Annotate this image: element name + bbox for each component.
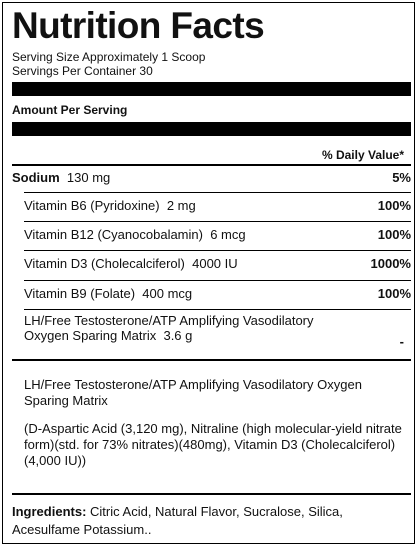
divider (24, 280, 411, 281)
nutrient-row-vitamin-b9 (24, 283, 411, 305)
nutrient-daily-value: 100% (377, 286, 411, 301)
divider (24, 221, 411, 222)
nutrient-name: Vitamin B6 (Pyridoxine) 2 mg (24, 198, 196, 213)
divider (12, 359, 411, 361)
nutrient-name: Vitamin B9 (Folate) 400 mcg (24, 286, 193, 301)
matrix-detail-title: LH/Free Testosterone/ATP Amplifying Vasodilatory Oxygen Sparing Matrix (24, 377, 362, 408)
divider (12, 164, 411, 166)
matrix-detail-components: (D-Aspartic Acid (3,120 mg), Nitraline (high molecular-yield nitrate form)(std. for 73% nitrates)(480mg), Vitamin D3 (Cholecalciferol) (4,000 IU)) (24, 421, 402, 468)
ingredients-text: Citric Acid, Natural Flavor, Sucralose, Silica, Acesulfame Potassium.. (12, 504, 343, 537)
nutrient-row-sodium (12, 167, 411, 189)
matrix-row (24, 313, 314, 343)
divider (12, 493, 411, 495)
nutrient-daily-value: 1000% (370, 256, 411, 271)
matrix-daily-value: - (399, 334, 404, 349)
nutrient-name: Sodium 130 mg (12, 170, 111, 185)
thick-divider (12, 122, 411, 136)
nutrient-daily-value: 5% (392, 170, 411, 185)
divider (24, 250, 411, 251)
nutrient-name: Vitamin D3 (Cholecalciferol) 4000 IU (24, 256, 238, 271)
nutrient-daily-value: 100% (377, 198, 411, 213)
serving-size: Serving Size Approximately 1 Scoop (12, 50, 206, 64)
nutrient-name: Vitamin B12 (Cyanocobalamin) 6 mcg (24, 227, 246, 242)
matrix-name-line1: LH/Free Testosterone/ATP Amplifying Vasodilatory (24, 313, 314, 328)
nutrient-row-vitamin-d3 (24, 253, 411, 275)
nutrient-row-vitamin-b6 (24, 195, 411, 217)
nutrient-daily-value: 100% (377, 227, 411, 242)
thick-divider (12, 82, 411, 96)
nutrition-label (2, 2, 415, 544)
divider (24, 192, 411, 193)
ingredients-label: Ingredients: (12, 504, 87, 519)
label-title: Nutrition Facts (12, 5, 265, 46)
matrix-name-line2: Oxygen Sparing Matrix 3.6 g (24, 328, 193, 343)
servings-per-container: Servings Per Container 30 (12, 64, 153, 78)
nutrient-row-vitamin-b12 (24, 224, 411, 246)
divider (24, 309, 411, 310)
ingredients (12, 503, 408, 539)
daily-value-header: % Daily Value* (321, 148, 404, 162)
amount-per-serving: Amount Per Serving (12, 103, 128, 117)
